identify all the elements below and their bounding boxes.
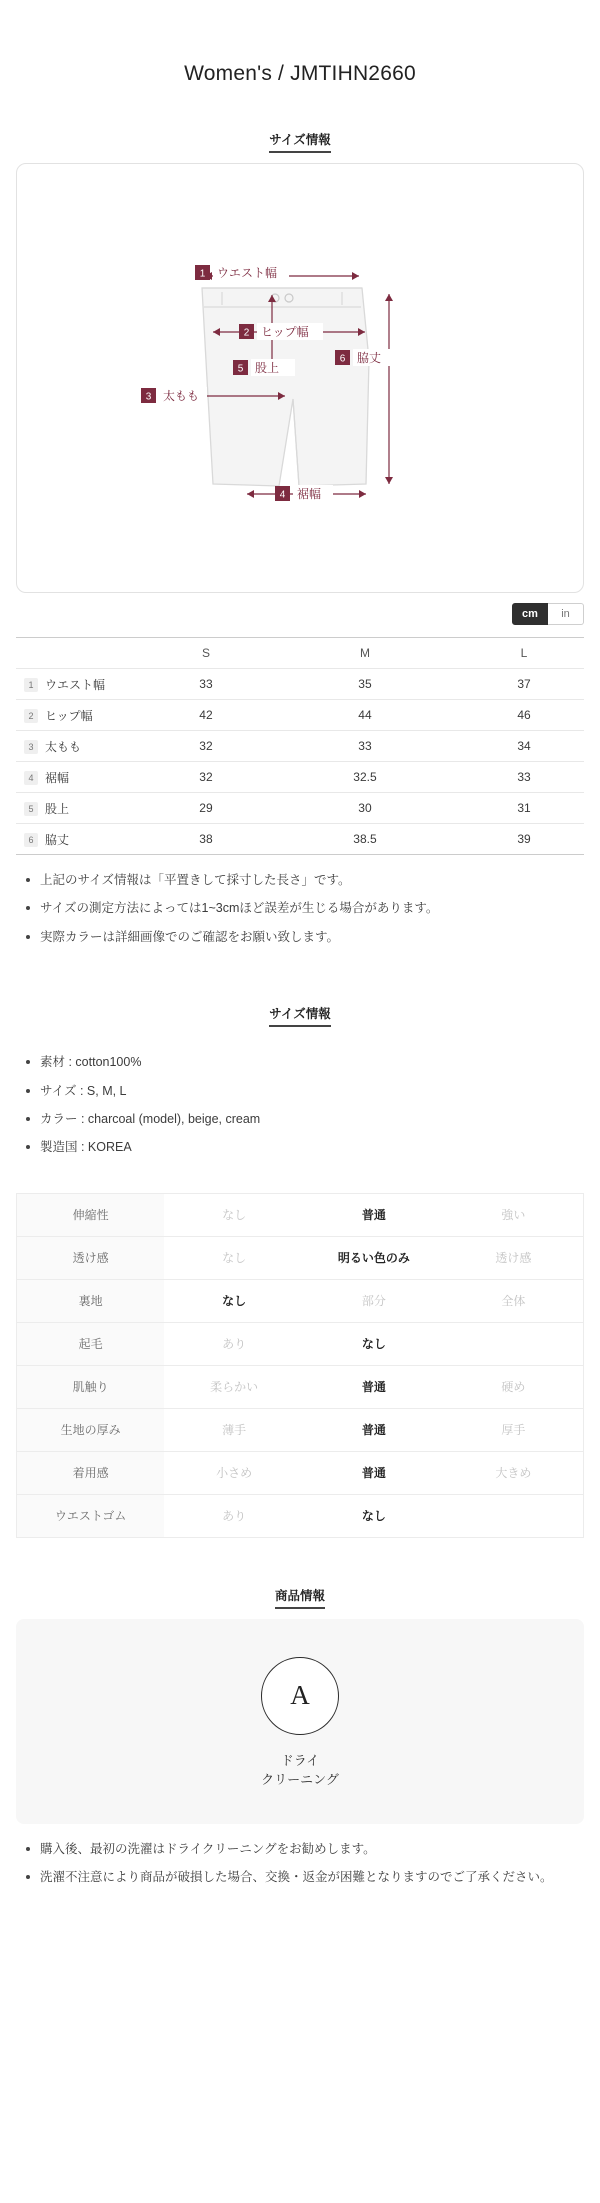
size-cell-waist-m: 35	[266, 669, 464, 700]
attr-option-touch-2: 硬め	[501, 1380, 526, 1395]
size-cell-thigh-s: 32	[146, 731, 266, 762]
size-cell-waist-l: 37	[464, 669, 584, 700]
attr-label-lining: 裏地	[17, 1279, 165, 1322]
size-cell-waist-s: 33	[146, 669, 266, 700]
attr-option-sheerness-1: 明るい色のみ	[337, 1251, 410, 1266]
diagram-label-6-text: 脇丈	[357, 351, 382, 365]
table-row	[16, 824, 584, 855]
attr-option-thickness-0: 薄手	[222, 1423, 247, 1438]
attr-option-stretch-0: なし	[222, 1208, 247, 1223]
size-row-label-thigh	[16, 731, 146, 762]
care-notes-list	[16, 1840, 584, 1888]
diagram-label-2-num: 2	[243, 327, 250, 339]
diagram-label-3	[141, 387, 207, 404]
care-label-line1: ドライ	[280, 1752, 320, 1768]
row-number-badge: 6	[24, 833, 38, 847]
attribute-table	[16, 1193, 584, 1538]
size-table-header-row	[16, 638, 584, 669]
list-item: サイズ : S, M, L	[26, 1082, 584, 1101]
attr-label-brushed: 起毛	[17, 1322, 165, 1365]
diagram-label-1	[195, 264, 289, 281]
attr-option-stretch-1: 普通	[361, 1208, 386, 1223]
list-item: 購入後、最初の洗濯はドライクリーニングをお勧めします。	[26, 1840, 584, 1859]
section-heading-size-info-2-label: サイズ情報	[269, 1007, 331, 1027]
attr-option-brushed-0: あり	[222, 1337, 247, 1352]
table-row	[16, 731, 584, 762]
size-row-label-text: 裾幅	[45, 770, 70, 785]
attr-option-touch-0: 柔らかい	[210, 1380, 259, 1395]
list-item: サイズの測定方法によっては1~3cmほど誤差が生じる場合があります。	[26, 899, 584, 918]
size-table-col-l: L	[464, 638, 584, 669]
attr-label-stretch: 伸縮性	[17, 1193, 165, 1236]
table-row	[17, 1236, 584, 1279]
diagram-label-4-text: 裾幅	[297, 487, 322, 501]
section-heading-size-info-2	[16, 998, 584, 1037]
table-row	[16, 700, 584, 731]
diagram-label-3-text: 太もも	[163, 389, 200, 403]
attr-label-waistband: ウエストゴム	[17, 1494, 165, 1537]
row-number-badge: 1	[24, 678, 38, 692]
attr-option-lining-2: 全体	[501, 1294, 526, 1309]
table-row	[17, 1408, 584, 1451]
size-cell-side-m: 38.5	[266, 824, 464, 855]
diagram-label-6-num: 6	[339, 353, 346, 365]
section-heading-product-info-label: 商品情報	[275, 1589, 325, 1609]
list-item: 洗濯不注意により商品が破損した場合、交換・返金が困難となりますのでご了承ください。	[26, 1868, 584, 1887]
size-cell-rise-m: 30	[266, 793, 464, 824]
diagram-label-1-num: 1	[199, 268, 206, 280]
table-row	[17, 1322, 584, 1365]
attr-option-lining-0: なし	[222, 1294, 247, 1309]
attr-option-sheerness-2: 透け感	[495, 1251, 532, 1266]
diagram-label-1-text: ウエスト幅	[217, 266, 278, 280]
size-diagram	[16, 163, 584, 593]
attr-option-lining-1: 部分	[361, 1294, 386, 1309]
attr-option-thickness-1: 普通	[361, 1423, 386, 1438]
size-cell-hem-l: 33	[464, 762, 584, 793]
size-row-label-text: 股上	[45, 801, 70, 816]
attr-label-thickness: 生地の厚み	[17, 1408, 165, 1451]
attr-option-fit-0: 小さめ	[216, 1466, 253, 1481]
dry-clean-symbol: A	[290, 1680, 310, 1711]
section-heading-product-info	[16, 1580, 584, 1619]
diagram-label-3-num: 3	[145, 391, 152, 403]
care-label	[16, 1751, 584, 1790]
attr-label-touch: 肌触り	[17, 1365, 165, 1408]
unit-in-button[interactable]: in	[548, 603, 584, 625]
attr-option-sheerness-0: なし	[222, 1251, 247, 1266]
size-table	[16, 637, 584, 855]
care-instruction-box	[16, 1619, 584, 1824]
size-notes-list	[16, 871, 584, 947]
attr-option-waistband-2	[444, 1494, 584, 1537]
size-cell-side-s: 38	[146, 824, 266, 855]
attr-option-brushed-1: なし	[361, 1337, 386, 1352]
size-table-col-s: S	[146, 638, 266, 669]
size-table-col-0	[16, 638, 146, 669]
size-cell-hip-s: 42	[146, 700, 266, 731]
size-cell-hem-s: 32	[146, 762, 266, 793]
size-cell-hip-l: 46	[464, 700, 584, 731]
attr-option-stretch-2: 強い	[501, 1208, 526, 1223]
diagram-label-5	[233, 359, 295, 376]
attr-option-brushed-2	[444, 1322, 584, 1365]
diagram-label-2-text: ヒップ幅	[261, 325, 309, 339]
size-row-label-text: ウエスト幅	[45, 677, 106, 692]
table-row	[16, 762, 584, 793]
attr-option-thickness-2: 厚手	[501, 1423, 526, 1438]
attr-option-fit-2: 大きめ	[495, 1466, 532, 1481]
attr-option-fit-1: 普通	[361, 1466, 386, 1481]
list-item: 上記のサイズ情報は「平置きして採寸した長さ」です。	[26, 871, 584, 890]
shorts-diagram-svg	[17, 164, 584, 593]
row-number-badge: 4	[24, 771, 38, 785]
attr-option-waistband-0: あり	[222, 1509, 247, 1524]
diagram-label-6	[335, 349, 395, 366]
size-row-label-text: 脇丈	[45, 832, 70, 847]
unit-toggle[interactable]	[16, 603, 584, 625]
unit-cm-button[interactable]: cm	[512, 603, 548, 625]
size-cell-side-l: 39	[464, 824, 584, 855]
list-item: 素材 : cotton100%	[26, 1053, 584, 1072]
size-row-label-waist	[16, 669, 146, 700]
diagram-label-4-num: 4	[279, 489, 286, 501]
size-row-label-rise	[16, 793, 146, 824]
table-row	[16, 793, 584, 824]
page-title: Women's / JMTIHN2660	[184, 62, 416, 85]
list-item: カラー : charcoal (model), beige, cream	[26, 1110, 584, 1129]
spec-notes-list	[16, 1053, 584, 1158]
dry-clean-icon	[261, 1657, 339, 1735]
diagram-label-4	[275, 485, 333, 502]
attr-option-waistband-1: なし	[361, 1509, 386, 1524]
table-row	[17, 1451, 584, 1494]
table-row	[17, 1193, 584, 1236]
attr-label-fit: 着用感	[17, 1451, 165, 1494]
list-item: 製造国 : KOREA	[26, 1138, 584, 1157]
care-label-line2: クリーニング	[261, 1772, 339, 1788]
size-cell-thigh-m: 33	[266, 731, 464, 762]
table-row	[17, 1494, 584, 1537]
size-cell-hip-m: 44	[266, 700, 464, 731]
attr-label-sheerness: 透け感	[17, 1236, 165, 1279]
diagram-label-2	[239, 323, 323, 340]
diagram-label-5-text: 股上	[255, 361, 280, 375]
size-cell-rise-l: 31	[464, 793, 584, 824]
size-row-label-side	[16, 824, 146, 855]
size-cell-rise-s: 29	[146, 793, 266, 824]
row-number-badge: 2	[24, 709, 38, 723]
section-heading-size-info-label: サイズ情報	[269, 133, 331, 153]
size-cell-hem-m: 32.5	[266, 762, 464, 793]
size-row-label-text: ヒップ幅	[45, 708, 93, 723]
row-number-badge: 3	[24, 740, 38, 754]
size-row-label-hip	[16, 700, 146, 731]
attr-option-touch-1: 普通	[361, 1380, 386, 1395]
diagram-label-5-num: 5	[237, 363, 244, 375]
list-item: 実際カラーは詳細画像でのご確認をお願い致します。	[26, 928, 584, 947]
table-row	[17, 1279, 584, 1322]
section-heading-size-info	[16, 124, 584, 163]
size-row-label-hem	[16, 762, 146, 793]
size-cell-thigh-l: 34	[464, 731, 584, 762]
row-number-badge: 5	[24, 802, 38, 816]
size-table-col-m: M	[266, 638, 464, 669]
size-row-label-text: 太もも	[45, 739, 82, 754]
table-row	[16, 669, 584, 700]
table-row	[17, 1365, 584, 1408]
